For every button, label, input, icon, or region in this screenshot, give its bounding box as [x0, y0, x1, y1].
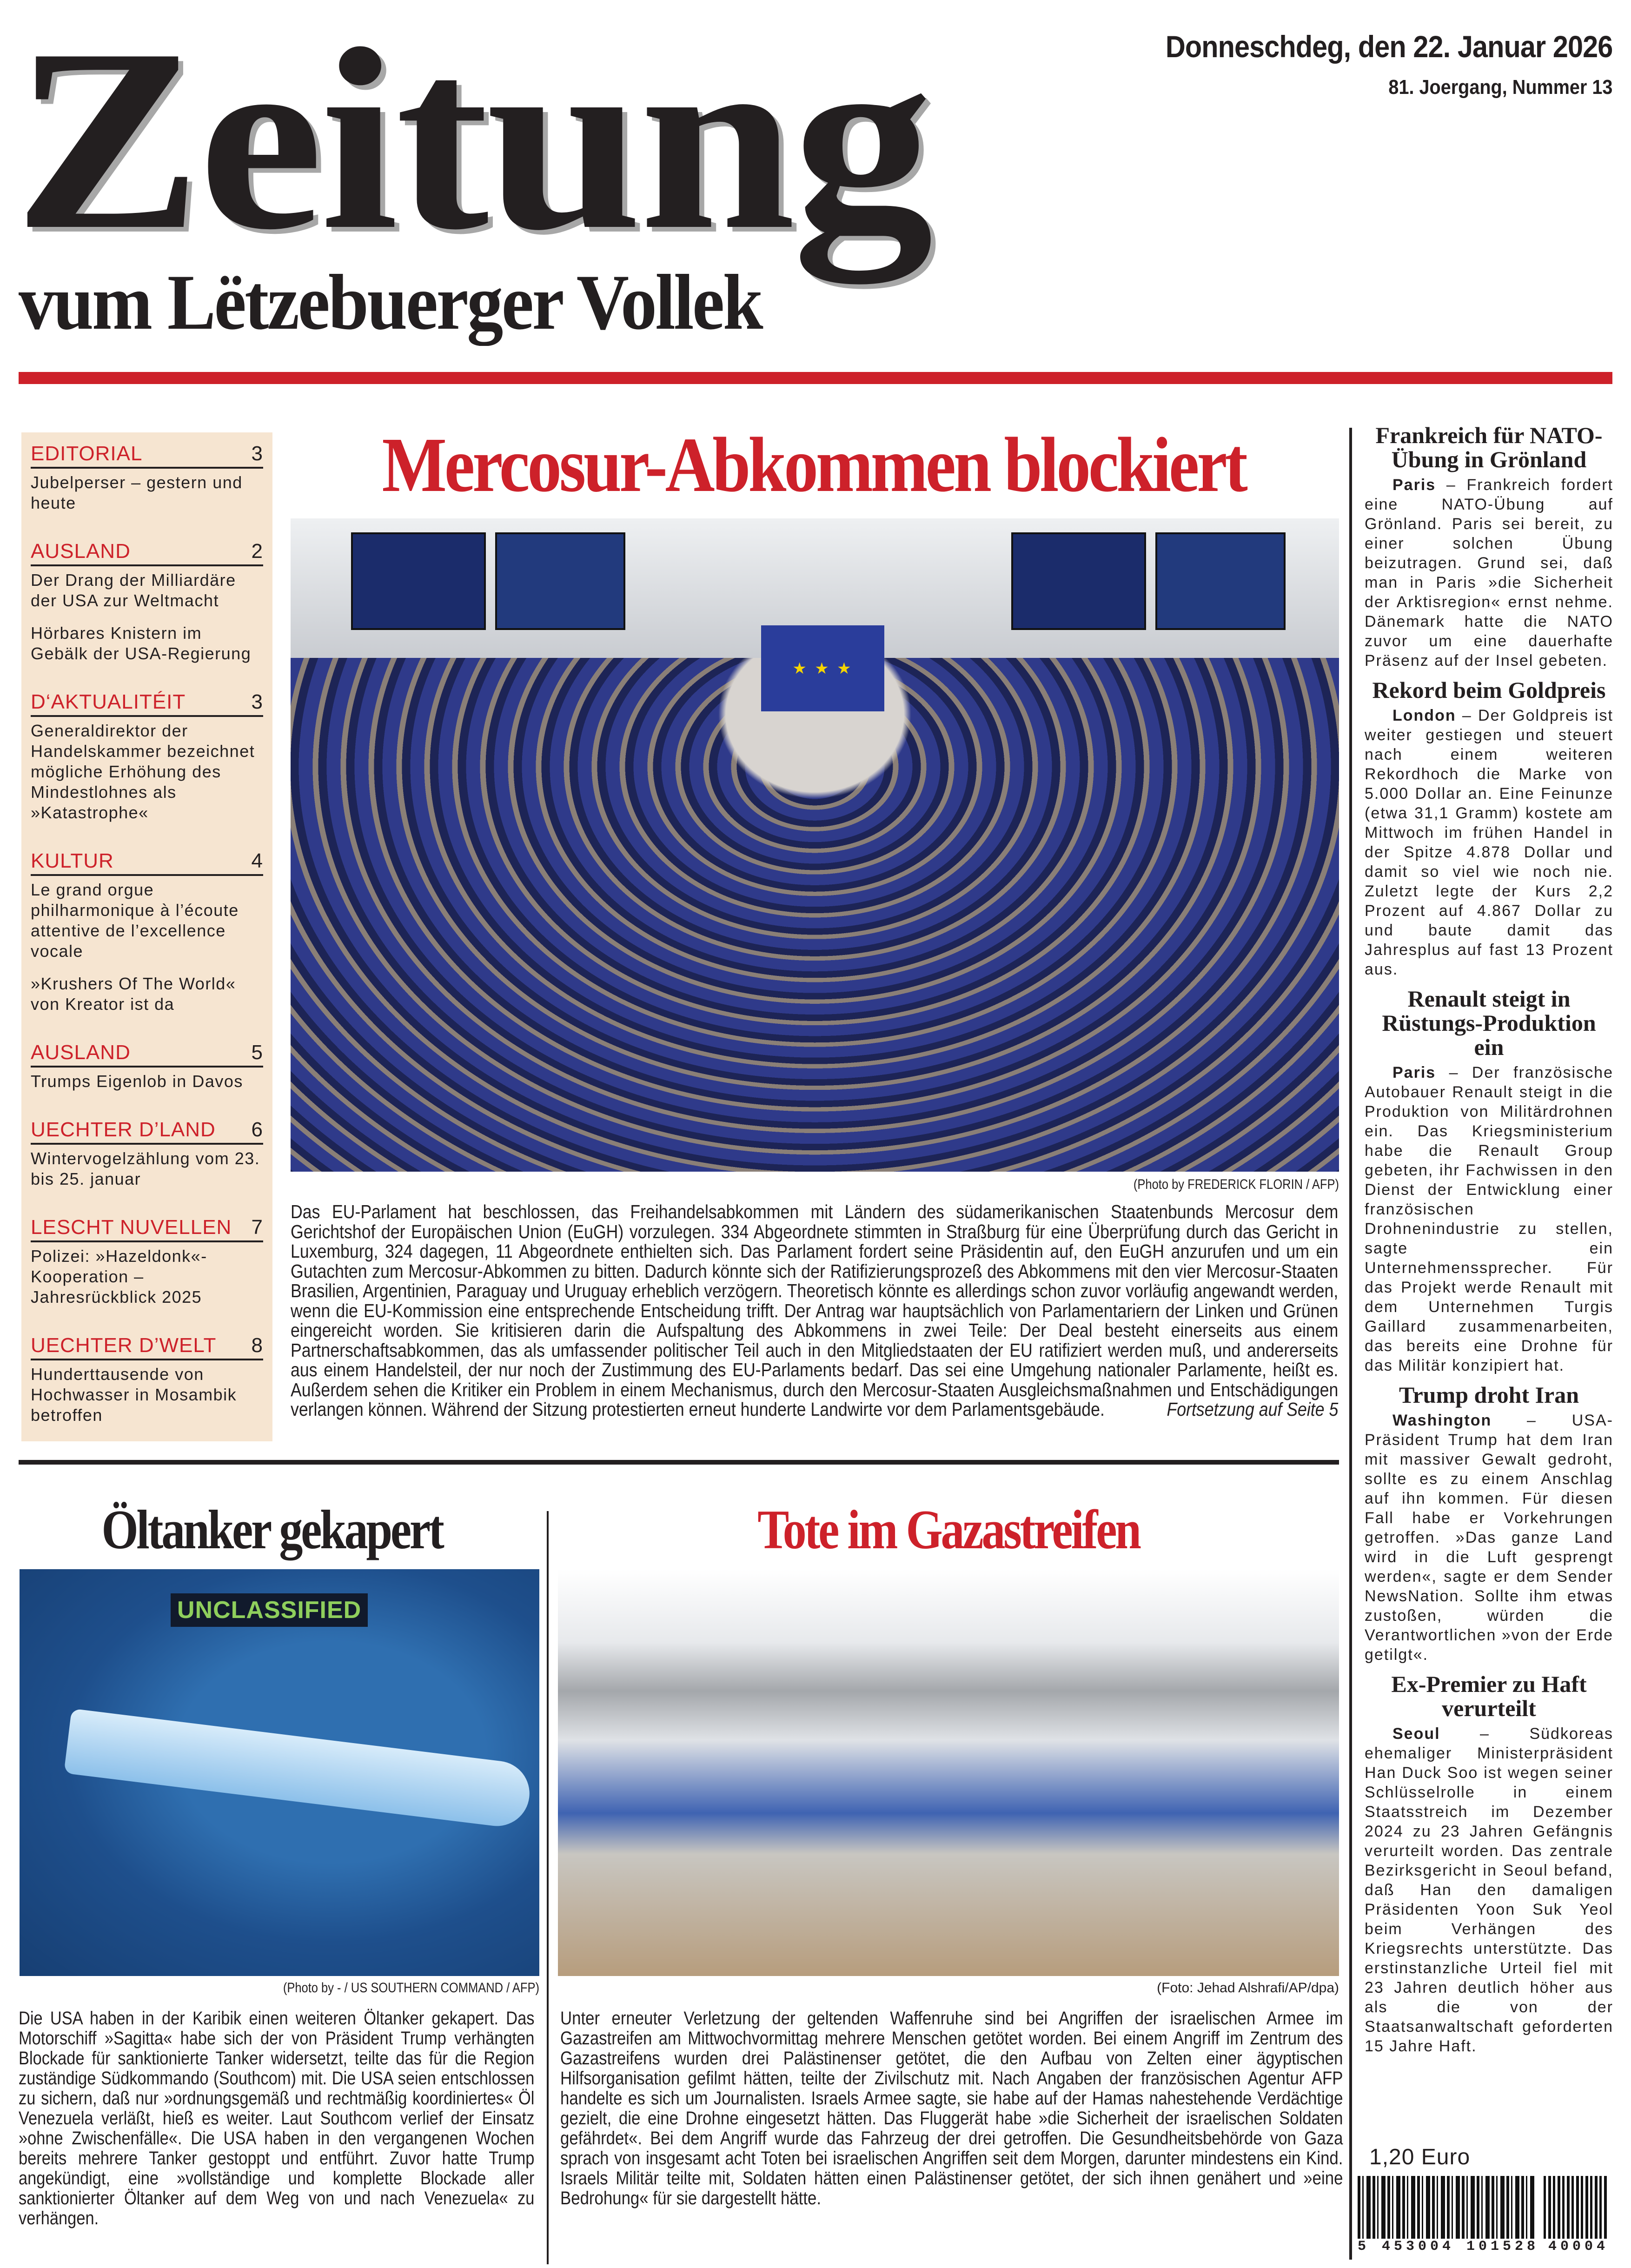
- index-category: AUSLAND: [31, 1041, 131, 1064]
- index-section-editorial[interactable]: [31, 443, 263, 513]
- brief-headline: Ex-Premier zu Haft verurteilt: [1391, 1671, 1587, 1721]
- column-divider: [1349, 428, 1352, 2260]
- index-section-ausland[interactable]: [31, 540, 263, 664]
- brief-renault[interactable]: [1365, 987, 1613, 1375]
- index-item[interactable]: Le grand orgue philharmonique à l’écoute attentive de l’excellence vocale: [31, 880, 239, 961]
- tanker-photo-caption: (Photo by - / US SOUTHERN COMMAND / AFP): [283, 1980, 539, 1996]
- brief-body: [1365, 1724, 1613, 2056]
- index-section-lescht-nuvellen[interactable]: [31, 1216, 263, 1307]
- brief-headline: Renault steigt in Rüstungs-Produktion ein: [1382, 986, 1596, 1060]
- lead-photo-caption: (Photo by FREDERICK FLORIN / AFP): [1133, 1177, 1339, 1192]
- index-section-kultur[interactable]: [31, 850, 263, 1015]
- index-page-number: 7: [251, 1216, 263, 1239]
- index-category: D‘AKTUALITÉIT: [31, 690, 186, 713]
- index-section-uechter-dland[interactable]: [31, 1119, 263, 1189]
- barcode-bars-icon: [1358, 2176, 1534, 2239]
- vote-screen-right: [1011, 532, 1146, 630]
- brief-nato-groenland[interactable]: [1365, 423, 1613, 670]
- tanker-headline[interactable]: Öltanker gekapert: [101, 1499, 443, 1560]
- index-page-number: 2: [251, 540, 263, 563]
- barcode: [1358, 2176, 1609, 2255]
- news-briefs: [1365, 423, 1613, 2063]
- masthead-subtitle: vum Lëtzebuerger Vollek: [19, 259, 762, 346]
- eu-flag-icon: ★ ★ ★: [761, 625, 884, 711]
- tanker-body: Die USA haben in der Karibik einen weiteren Öltanker gekapert. Das Motorschiff »Sagitta« habe sich der von Präsident Trump verhängten Blockade für sanktionierte Tanker widersetzt, teilte das für die Region zuständige Südkommando (Southcom) mit. Die USA seien entschlossen zu sichern, daß nur »ordnungsgemäß und rechtmäßig koordiniertes« Öl Venezuela verläßt, hieß es weiter. Laut Southcom verlief der Einsatz »ohne Zwischenfälle«. Die USA haben in den vergangenen Wochen bereits mehrere Tanker gestoppt und entführt. Zuvor hatte Trump angekündigt, eine »vollständige und komplette Blockade aller sanktionierter Öltanker auf dem Weg von und nach Venezuela« zu verhängen.: [19, 2008, 535, 2228]
- gaza-body: Unter erneuter Verletzung der geltenden Waffenruhe sind bei Angriffen der israelischen Armee im Gazastreifen am Mittwochvormittag mehrere Menschen getötet worden. Bei einem Angriff im Zentrum des Gazastreifens wurden drei Palästinenser getötet, die den Aufbau von Zelten einer ägyptischen Hilfsorganisation gefilmt hätten, teilte der Zivilschutz mit. Nach Angaben der französischen Agentur AFP handelte es sich um Journalisten. Israels Armee sagte, sie habe auf der Hamas nahestehende Verdächtige gezielt, die eine Drohne eingesetzt hätten. Das Fluggerät habe »die Sicherheit der israelischen Soldaten gefährdet«. Bei dem Angriff wurde das Fahrzeug der drei getroffen. Die Gesundheitsbehörde von Gaza sprach von insgesamt acht Toten bei israelischen Angriffen seit dem Morgen, darunter mindestens ein Kind. Israels Militär teilte mit, Soldaten hätten einen Palästinenser getötet, der sich ihnen genähert und »eine Bedrohung« für sie dargestellt hätte.: [560, 2008, 1343, 2208]
- brief-headline: Trump droht Iran: [1399, 1382, 1579, 1408]
- brief-dateline: Paris: [1392, 476, 1436, 494]
- brief-body: [1365, 1411, 1613, 1665]
- vote-screen-left: [351, 532, 486, 630]
- index-category: UECHTER D’WELT: [31, 1334, 217, 1357]
- unclassified-label: UNCLASSIFIED: [171, 1593, 368, 1627]
- lead-photo-parliament: [291, 518, 1339, 1172]
- lead-body: [291, 1202, 1338, 1419]
- vote-screen-right-text: [1155, 532, 1286, 630]
- masthead-title: Zeitung: [14, 0, 931, 284]
- index-page-number: 5: [251, 1041, 263, 1064]
- brief-dateline: Paris: [1392, 1064, 1436, 1081]
- brief-headline: Frankreich für NATO-Übung in Grönland: [1375, 422, 1603, 472]
- index-category: LESCHT NUVELLEN: [31, 1216, 232, 1239]
- index-page-number: 8: [251, 1334, 263, 1357]
- index-item[interactable]: Hunderttausende von Hochwasser in Mosambik betroffen: [31, 1365, 237, 1425]
- index-category: EDITORIAL: [31, 442, 143, 465]
- brief-trump-iran[interactable]: [1365, 1383, 1613, 1665]
- brief-dateline: Washington: [1392, 1412, 1492, 1429]
- brief-text: – Der französische Autobauer Renault steigt in die Produktion von Militärdrohnen ein. Das Kriegsministerium habe die Renault Group gebeten, ihr Fachwissen in den Dienst der Entwicklung einer französischen Drohnenindustrie zu stellen, sagte ein Unternehmenssprecher. Für das Projekt werde Renault mit dem Unternehmen Turgis Gaillard zusammenarbeiten, das bereits eine Drohne für das Militär konzipiert hat.: [1365, 1064, 1613, 1374]
- dateline: [1116, 28, 1612, 101]
- brief-dateline: Seoul: [1392, 1725, 1440, 1743]
- index-item[interactable]: Der Drang der Milliardäre der USA zur Weltmacht: [31, 570, 236, 610]
- lead-body-text: Das EU-Parlament hat beschlossen, das Freihandelsabkommen mit Ländern des südamerikanischen Staatenbunds Mercosur dem Gerichtshof der Europäischen Union (EuGH) vorzulegen. 334 Abgeordnete stimmten in Straßburg für eine Überprüfung durch das Gericht in Luxemburg, 324 dagegen, 11 Abgeordnete enthielten sich. Das Parlament fordert seine Präsidentin auf, den EuGH anzurufen und um ein Gutachten zum Mercosur-Abkommen zu bitten. Dadurch könnte sich der Ratifizierungsprozeß des Abkommens mit den vier Mercosur-Staaten Brasilien, Argentinien, Paraguay und Uruguay erheblich verzögern. Theoretisch könnte es allerdings schon zuvor vorläufig angewandt werden, wenn die EU-Kommission eine entsprechende Entscheidung trifft. Der Antrag war hauptsächlich von Parlamentariern der Linken und Grünen eingereicht worden. Sie kritisieren darin die Aufspaltung des Abkommens in zwei Teile: Der Deal besteht einerseits aus einem Partnerschaftsabkommen, das als umfassender politischer Teil auch in den Mitgliedstaaten der EU ratifiziert werden muß, und andererseits aus einem Handelsteil, der nur noch der Zustimmung des EU-Parlaments bedarf. Das sei eine Umgehung nationaler Parlamente, heißt es. Außerdem sehen die Kritiker ein Problem in einem Mechanismus, durch den Mercosur-Staaten Ausgleichsmaßnahmen und Entschädigungen verlangen können. Während der Sitzung protestierten erneut hunderte Landwirte vor dem Parlamentsgebäude.: [291, 1201, 1339, 1420]
- index-item[interactable]: »Krushers Of The World« von Kreator ist da: [31, 974, 236, 1014]
- brief-headline: Rekord beim Goldpreis: [1372, 677, 1606, 703]
- index-category: AUSLAND: [31, 540, 131, 563]
- barcode-addon-number: 40004: [1548, 2239, 1609, 2255]
- brief-text: – Südkoreas ehemaliger Ministerpräsident Han Duck Soo ist wegen seiner Schlüsselrolle in einem Staatsstreich im Dezember 2024 zu 23 Jahren Gefängnis verurteilt worden. Das zentrale Bezirksgericht in Seoul befand, daß Han den damaligen Präsidenten Yoon Suk Yeol beim Verhängen des Kriegsrechts unterstützte. Das erstinstanzliche Urteil fiel mit 23 Jahren deutlich höher aus als die von der Staatsanwaltschaft geforderten 15 Jahre Haft.: [1365, 1725, 1613, 2055]
- index-page-number: 3: [251, 442, 263, 465]
- index-page-number: 4: [251, 849, 263, 872]
- index-category: KULTUR: [31, 849, 114, 872]
- index-item[interactable]: Wintervogelzählung vom 23. bis 25. januar: [31, 1149, 260, 1188]
- brief-goldpreis[interactable]: [1365, 678, 1613, 979]
- brief-body: [1365, 475, 1613, 670]
- lead-headline[interactable]: Mercosur-Abkommen blockiert: [382, 422, 1246, 508]
- issue-number: 81. Joergang, Nummer 13: [1388, 76, 1612, 99]
- index-section-uechter-dwelt[interactable]: [31, 1334, 263, 1426]
- index-item[interactable]: Polizei: »Hazeldonk«-Kooperation – Jahresrückblick 2025: [31, 1247, 207, 1306]
- gaza-photo-caption: (Foto: Jehad Alshrafi/AP/dpa): [1157, 1980, 1339, 1996]
- brief-body: [1365, 706, 1613, 979]
- barcode-number: 5 453004 101528: [1358, 2239, 1539, 2255]
- brief-text: – USA-Präsident Trump hat dem Iran mit massiver Gewalt gedroht, sollte es zu einem Anschlag auf ihn kommen. Für diesen Fall habe er Vorkehrungen getroffen. »Das ganze Land wird in die Luft gesprengt werden«, sagte er dem Sender NewsNation. Sollte ihm etwas zustoßen, würden die Verantwortlichen »von der Erde getilgt«.: [1365, 1412, 1613, 1664]
- index-item[interactable]: Generaldirektor der Handelskammer bezeichnet mögliche Erhöhung des Mindestlohnes als »Katastrophe«: [31, 721, 255, 822]
- brief-body: [1365, 1063, 1613, 1375]
- column-divider-bottom: [547, 1511, 549, 2264]
- index-item[interactable]: Trumps Eigenlob in Davos: [31, 1072, 243, 1091]
- brief-dateline: London: [1392, 707, 1456, 724]
- tanker-ship-shape: [64, 1709, 533, 1830]
- index-category: UECHTER D’LAND: [31, 1118, 216, 1141]
- index-section-ausland-2[interactable]: [31, 1041, 263, 1092]
- vote-screen-left-text: [495, 532, 625, 630]
- issue-date: Donneschdeg, den 22. Januar 2026: [1165, 29, 1612, 64]
- price-label: 1,20 Euro: [1369, 2145, 1471, 2169]
- gaza-headline[interactable]: Tote im Gazastreifen: [757, 1499, 1140, 1560]
- masthead-divider: [19, 372, 1612, 384]
- tanker-photo: [20, 1569, 539, 1976]
- index-item[interactable]: Jubelperser – gestern und heute: [31, 473, 243, 512]
- brief-text: – Frankreich fordert eine NATO-Übung auf Grönland. Paris sei bereit, zu einer solchen Übung beizutragen. Grund sei, daß man in Paris »die Sicherheit der Arktisregion« ernst nehme. Dänemark hatte die NATO zuvor um eine dauerhafte Präsenz auf der Insel gebeten.: [1365, 476, 1613, 670]
- index-page-number: 3: [251, 690, 263, 713]
- index-page-number: 6: [251, 1118, 263, 1141]
- contents-index: [21, 432, 272, 1441]
- barcode-addon-bars-icon: [1544, 2176, 1609, 2239]
- brief-text: – Der Goldpreis ist weiter gestiegen und steuert nach einem weiteren Rekordhoch die Marke von 5.000 Dollar an. Eine Feinunze (etwa 31,1 Gramm) kostete am Mittwoch im frühen Handel in der Spitze 4.878 Dollar und damit so viel wie noch nie. Zuletzt legte der Kurs 2,2 Prozent auf 4.867 Dollar zu und baute damit das Jahresplus auf fast 13 Prozent aus.: [1365, 707, 1613, 978]
- continued-link[interactable]: Fortsetzung auf Seite 5: [1167, 1399, 1339, 1420]
- index-item[interactable]: Hörbares Knistern im Gebälk der USA-Regierung: [31, 623, 252, 663]
- gaza-photo-tents: [558, 1569, 1339, 1976]
- brief-ex-premier[interactable]: [1365, 1672, 1613, 2056]
- index-section-aktualiteit[interactable]: [31, 691, 263, 823]
- section-divider: [19, 1460, 1339, 1465]
